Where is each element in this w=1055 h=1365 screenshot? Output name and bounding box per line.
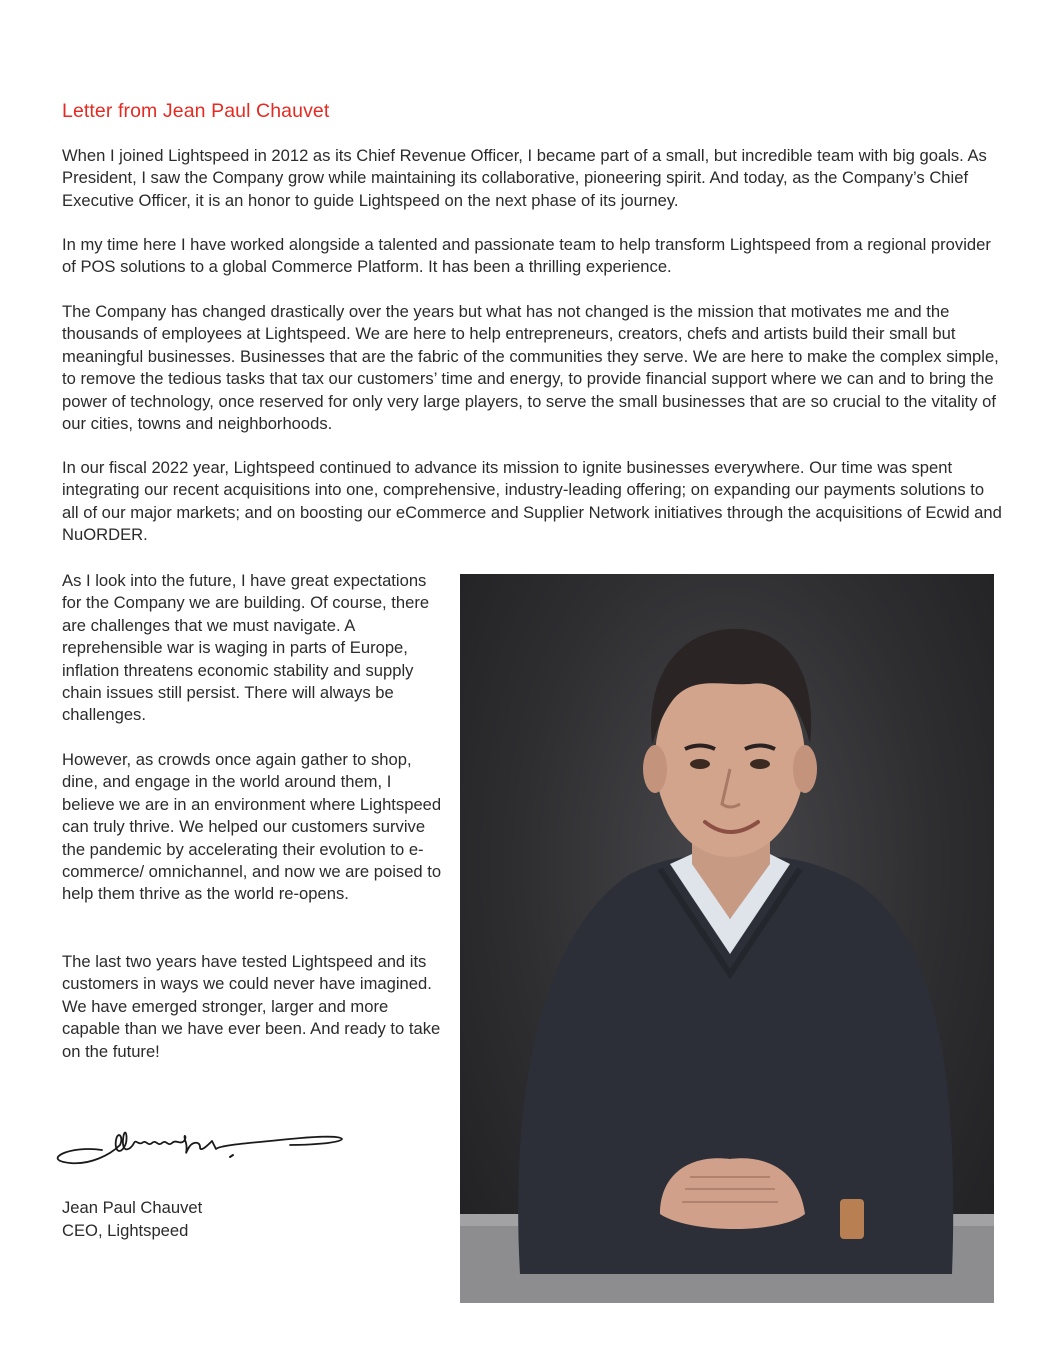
signoff-title: CEO, Lightspeed (62, 1221, 189, 1240)
paragraph-1: When I joined Lightspeed in 2012 as its Chief Revenue Officer, I became part of a small, but incredible team with big goals. As President, I saw the Company grow while maintaining its collaborative, pioneering spirit. And today, as the Company’s Chief Executive Officer, it is an honor to guide Lightspeed on the next phase of its journey. (62, 146, 987, 210)
left-eye (690, 759, 710, 769)
wristwatch (840, 1199, 864, 1239)
paragraph-3: The Company has changed drastically over the years but what has not changed is the mission that motivates me and the thousands of employees at Lightspeed. We are here to help entrepreneurs, creators, chefs and artists build their small but meaningful businesses. Businesses that are the fabric of the communities they serve. We are here to make the complex simple, to remove the tedious tasks that tax our customers’ time and energy, to provide financial support where we can and to bring the power of technology, once reserved for only very large players, to serve the small businesses that are so crucial to the vitality of our cities, towns and neighborhoods. (62, 302, 999, 434)
paragraph-6: However, as crowds once again gather to shop, dine, and engage in the world around them, I believe we are in an environment where Lightspeed can truly thrive. We helped our customers survive the pandemic by accelerating their evolution to e-commerce/ omnichannel, and now we are poised to help them thrive as the world re-opens. (62, 750, 442, 904)
right-ear (793, 745, 817, 793)
portrait-illustration (460, 574, 994, 1303)
ceo-portrait-photo (460, 574, 994, 1303)
signoff-name: Jean Paul Chauvet (62, 1198, 203, 1217)
letter-title: Letter from Jean Paul Chauvet (62, 100, 330, 122)
paragraph-4: In our fiscal 2022 year, Lightspeed continued to advance its mission to ignite businesses everywhere. Our time was spent integrating our recent acquisitions into one, comprehensive, industry-leading offering; on expanding our payments solutions to all of our major markets; and on boosting our eCommerce and Supplier Network initiatives through the acquisitions of Ecwid and NuORDER. (62, 458, 1002, 545)
paragraph-5: As I look into the future, I have great expectations for the Company we are building. Of course, there are challenges that we must navigate. A reprehensible war is waging in parts of Europe, inflation threatens economic stability and supply chain issues still persist. There will always be challenges. (62, 571, 430, 725)
paragraph-7: The last two years have tested Lightspeed and its customers in ways we could never have imagined. We have emerged stronger, larger and more capable than we have ever been. And ready to take on the future! (62, 952, 441, 1061)
right-eye (750, 759, 770, 769)
handwritten-signature (50, 1115, 350, 1175)
left-ear (643, 745, 667, 793)
paragraph-2: In my time here I have worked alongside a talented and passionate team to help transform Lightspeed from a regional provider of POS solutions to a global Commerce Platform. It has been a thrilling experience. (62, 235, 991, 277)
